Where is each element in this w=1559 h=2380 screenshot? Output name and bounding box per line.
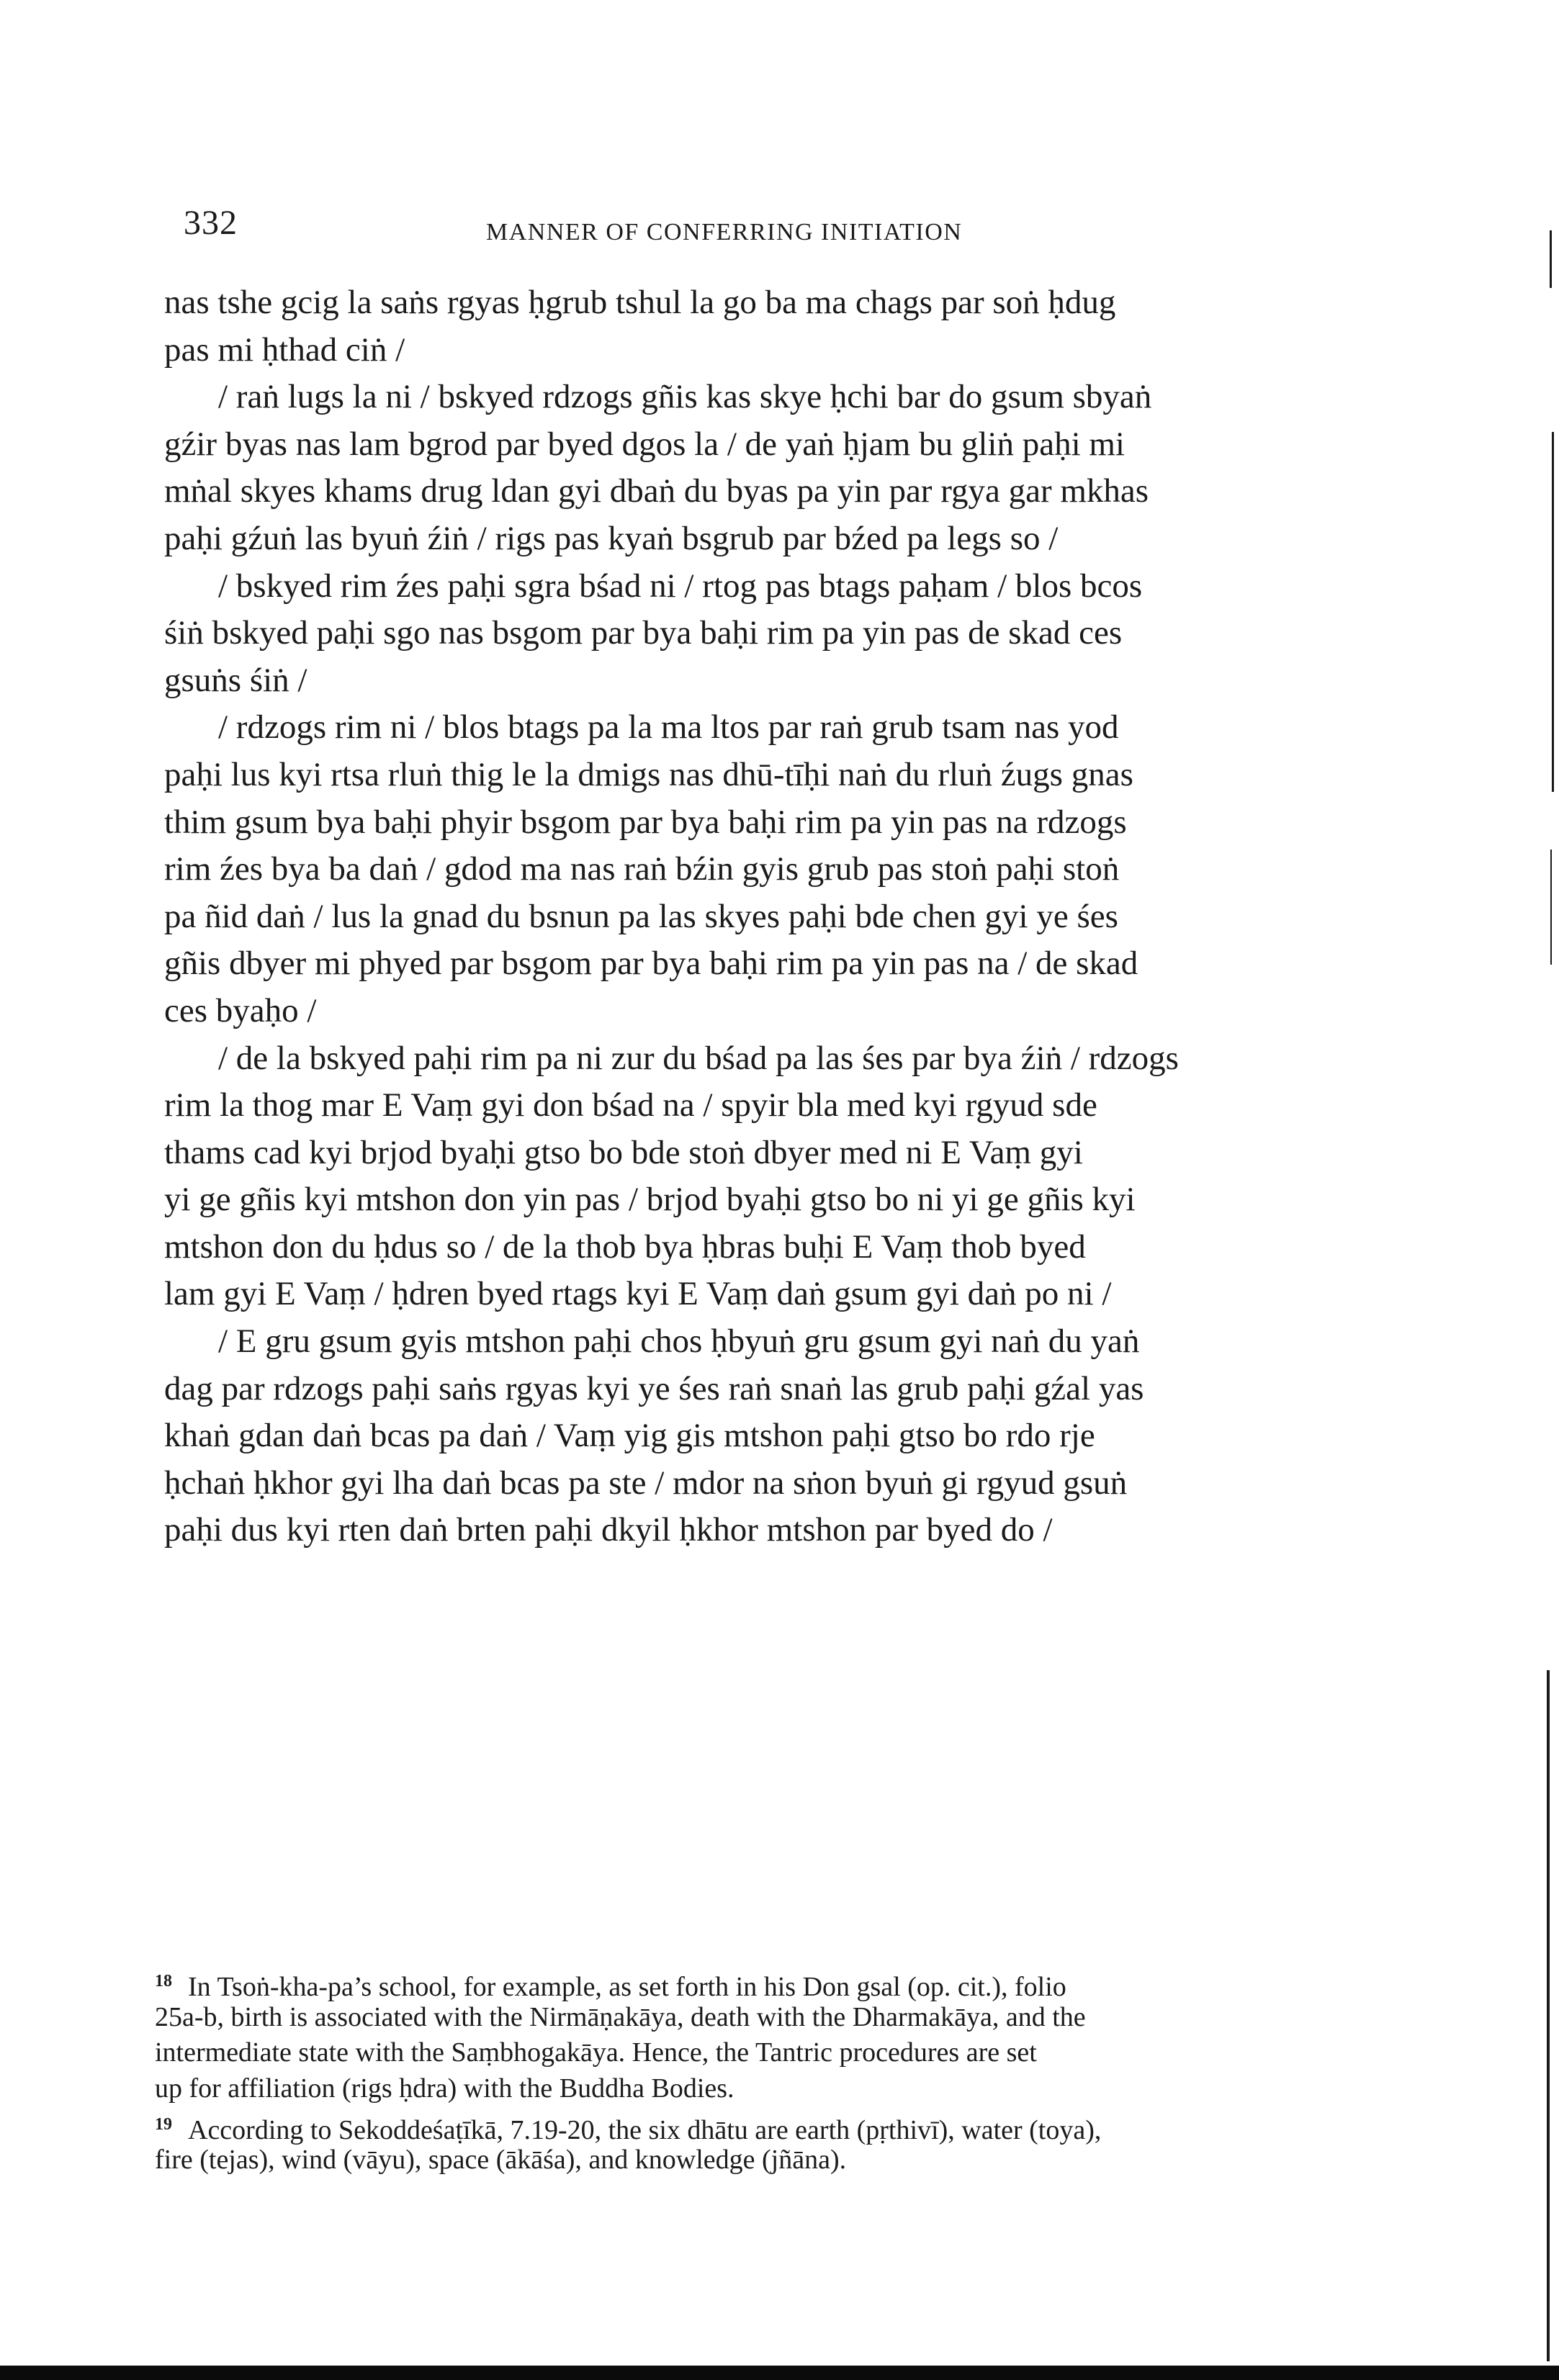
text-line: paḥi gźuṅ las byuṅ źiṅ / rigs pas kyaṅ bsgrub par bźed pa legs so / — [164, 519, 1059, 557]
footnote-line — [155, 2000, 1314, 2036]
right-margin-scan-line — [1550, 849, 1552, 965]
text-line: śiṅ bskyed paḥi sgo nas bsgom par bya baḥi rim pa yin pas de skad ces — [164, 614, 1123, 652]
text-line: ḥchaṅ ḥkhor gyi lha daṅ bcas pa ste / mdor na sṅon byuṅ gi rgyud gsuṅ — [164, 1464, 1128, 1502]
footnote-line — [155, 2035, 1314, 2071]
footnote-text: 25a-b, birth is associated with the Nirmāṇakāya, death with the Dharmakāya, and the — [155, 2001, 1086, 2032]
footnote-line — [155, 2107, 1314, 2143]
text-line: rim źes bya ba daṅ / gdod ma nas raṅ bźin gyis grub pas stoṅ paḥi stoṅ — [164, 850, 1120, 888]
page-header — [184, 203, 1350, 253]
text-line: pas mi ḥthad ciṅ / — [164, 330, 405, 369]
text-line: ces byaḥo / — [164, 991, 317, 1029]
footnotes — [155, 1964, 1314, 2178]
footnote-text: According to Sekoddeśaṭīkā, 7.19-20, the six dhātu are earth (pṛthivī), water (toya), — [188, 2114, 1102, 2145]
text-line: thams cad kyi brjod byaḥi gtso bo bde stoṅ dbyer med ni E Vaṃ gyi — [164, 1133, 1083, 1171]
text-line: / de la bskyed paḥi rim pa ni zur du bśad pa las śes par bya źiṅ / rdzogs — [218, 1039, 1179, 1077]
footnote-marker: 18 — [155, 1972, 172, 1991]
text-line: pa ñid daṅ / lus la gnad du bsnun pa las skyes paḥi bde chen gyi ye śes — [164, 897, 1118, 935]
text-line: / raṅ lugs la ni / bskyed rdzogs gñis kas skye ḥchi bar do gsum sbyaṅ — [218, 378, 1152, 416]
right-margin-scan-line — [1547, 1670, 1550, 2361]
body-text — [164, 279, 1345, 1554]
text-line: paḥi dus kyi rten daṅ brten paḥi dkyil ḥkhor mtshon par byed do / — [164, 1511, 1053, 1549]
text-line: khaṅ gdan daṅ bcas pa daṅ / Vaṃ yig gis mtshon paḥi gtso bo rdo rje — [164, 1417, 1095, 1455]
text-line: gñis dbyer mi phyed par bsgom par bya baḥi rim pa yin pas na / de skad — [164, 945, 1138, 983]
running-title: MANNER OF CONFERRING INITIATION — [486, 219, 963, 245]
footnote-text: fire (tejas), wind (vāyu), space (ākāśa), and knowledge (jñāna). — [155, 2145, 847, 2176]
footnote-text: intermediate state with the Saṃbhogakāya. Hence, the Tantric procedures are set — [155, 2037, 1037, 2068]
right-margin-scan-line — [1552, 432, 1554, 792]
text-line: rim la thog mar E Vaṃ gyi don bśad na / spyir bla med kyi rgyud sde — [164, 1086, 1097, 1124]
text-line: lam gyi E Vaṃ / ḥdren byed rtags kyi E Vaṃ daṅ gsum gyi daṅ po ni / — [164, 1275, 1112, 1313]
footnote-text: up for affiliation (rigs ḥdra) with the Buddha Bodies. — [155, 2073, 734, 2104]
text-line: gsuṅs śiṅ / — [164, 661, 307, 699]
right-margin-scan-line — [1550, 230, 1552, 288]
text-line: mṅal skyes khams drug ldan gyi dbaṅ du byas pa yin par rgya gar mkhas — [164, 472, 1149, 510]
text-line: yi ge gñis kyi mtshon don yin pas / brjod byaḥi gtso bo ni yi ge gñis kyi — [164, 1181, 1136, 1219]
text-line: / rdzogs rim ni / blos btags pa la ma ltos par raṅ grub tsam nas yod — [218, 708, 1119, 747]
text-line: dag par rdzogs paḥi saṅs rgyas kyi ye śes raṅ snaṅ las grub paḥi gźal yas — [164, 1369, 1144, 1407]
text-line: / E gru gsum gyis mtshon paḥi chos ḥbyuṅ gru gsum gyi naṅ du yaṅ — [218, 1322, 1140, 1361]
footnote-line — [155, 1964, 1314, 2000]
page-number: 332 — [184, 204, 238, 242]
text-line: gźir byas nas lam bgrod par byed dgos la / de yaṅ ḥjam bu gliṅ paḥi mi — [164, 425, 1125, 463]
footnote-text: In Tsoṅ-kha-pa’s school, for example, as set forth in his Don gsal (op. cit.), folio — [188, 1972, 1066, 2002]
footnote-line — [155, 2071, 1314, 2107]
text-line: paḥi lus kyi rtsa rluṅ thig le la dmigs nas dhū-tīḥi naṅ du rluṅ źugs gnas — [164, 755, 1133, 793]
text-line: mtshon don du ḥdus so / de la thob bya ḥbras buḥi E Vaṃ thob byed — [164, 1227, 1086, 1266]
text-line: / bskyed rim źes paḥi sgra bśad ni / rtog pas btags paḥam / blos bcos — [218, 567, 1143, 605]
footnote-line — [155, 2142, 1314, 2178]
text-line: thim gsum bya baḥi phyir bsgom par bya baḥi rim pa yin pas na rdzogs — [164, 803, 1127, 841]
footnote-marker: 19 — [155, 2114, 172, 2134]
text-line: nas tshe gcig la saṅs rgyas ḥgrub tshul la go ba ma chags par soṅ ḥdug — [164, 284, 1116, 321]
bottom-scan-edge — [0, 2366, 1559, 2380]
